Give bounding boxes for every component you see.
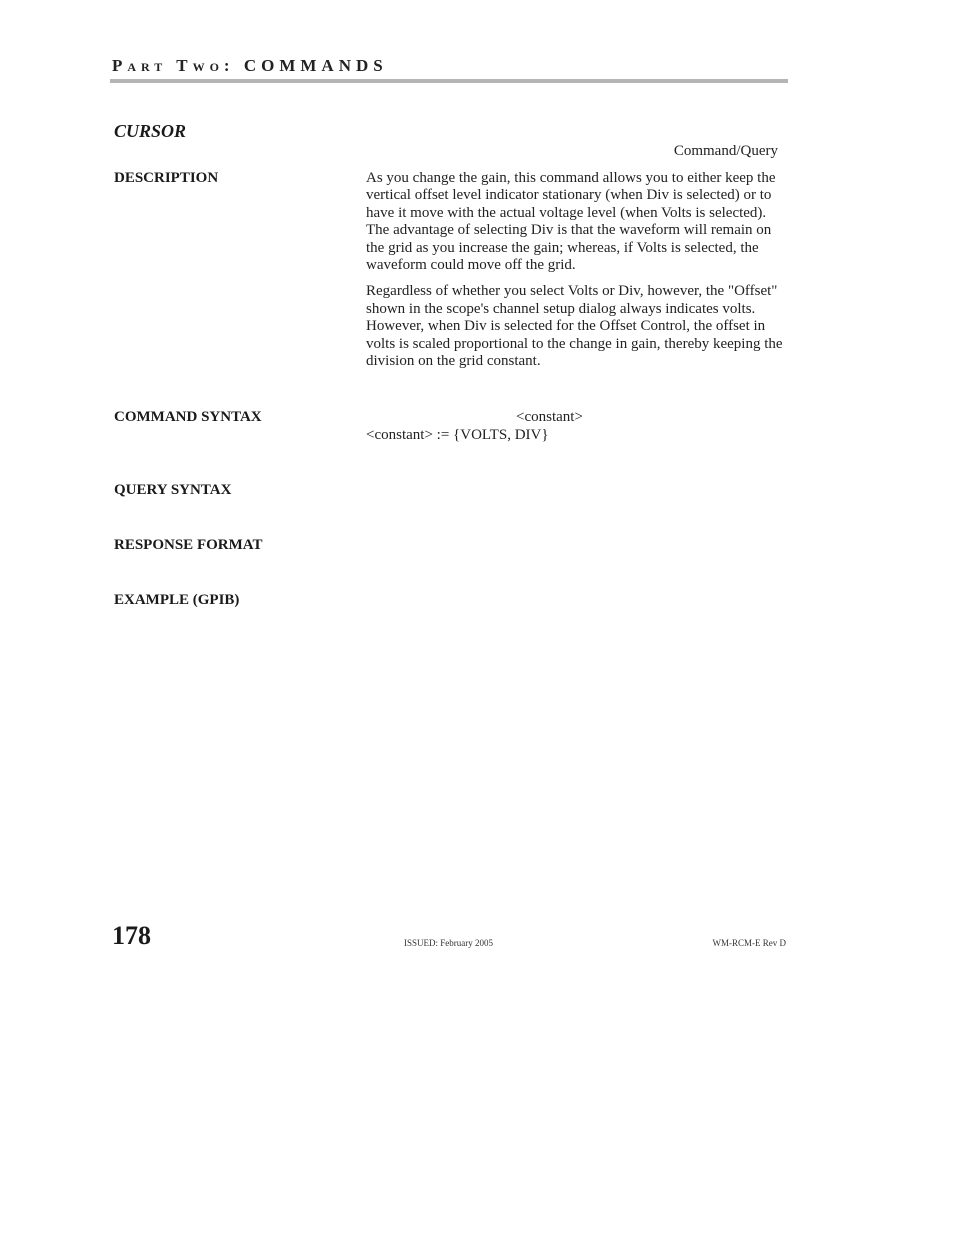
footer-issued-date: ISSUED: February 2005: [404, 938, 493, 948]
running-head: Part Two: COMMANDS: [112, 56, 388, 75]
command-syntax-label: COMMAND SYNTAX: [114, 409, 262, 425]
footer-document-id: WM-RCM-E Rev D: [712, 938, 786, 948]
command-syntax-definition: <constant> := {VOLTS, DIV}: [366, 427, 549, 443]
header-rule: [110, 79, 788, 83]
example-label: EXAMPLE (GPIB): [114, 592, 240, 608]
description-body: [366, 170, 788, 379]
command-type: Command/Query: [673, 143, 778, 159]
command-syntax-argument: <constant>: [516, 409, 583, 425]
response-format-label: RESPONSE FORMAT: [114, 537, 263, 553]
description-paragraph-1: As you change the gain, this command allows you to either keep the vertical offset level indicator stationary (when Div is selected) or to have it move with the actual voltage level (when Volts is selected). The advantage of selecting Div is that the waveform will remain on the grid as you increase the gain; whereas, if Volts is selected, the waveform could move off the grid.: [366, 170, 776, 274]
description-label: DESCRIPTION: [114, 170, 219, 186]
description-paragraph-2: Regardless of whether you select Volts or Div, however, the "Offset" shown in the scope's channel setup dialog always indicates volts. However, when Div is selected for the Offset Control, the offset in volts is scaled proportional to the change in gain, thereby keeping the division on the grid constant.: [366, 283, 783, 370]
page-number: 178: [112, 921, 151, 950]
command-name: CURSOR: [114, 121, 187, 141]
query-syntax-label: QUERY SYNTAX: [114, 482, 232, 498]
